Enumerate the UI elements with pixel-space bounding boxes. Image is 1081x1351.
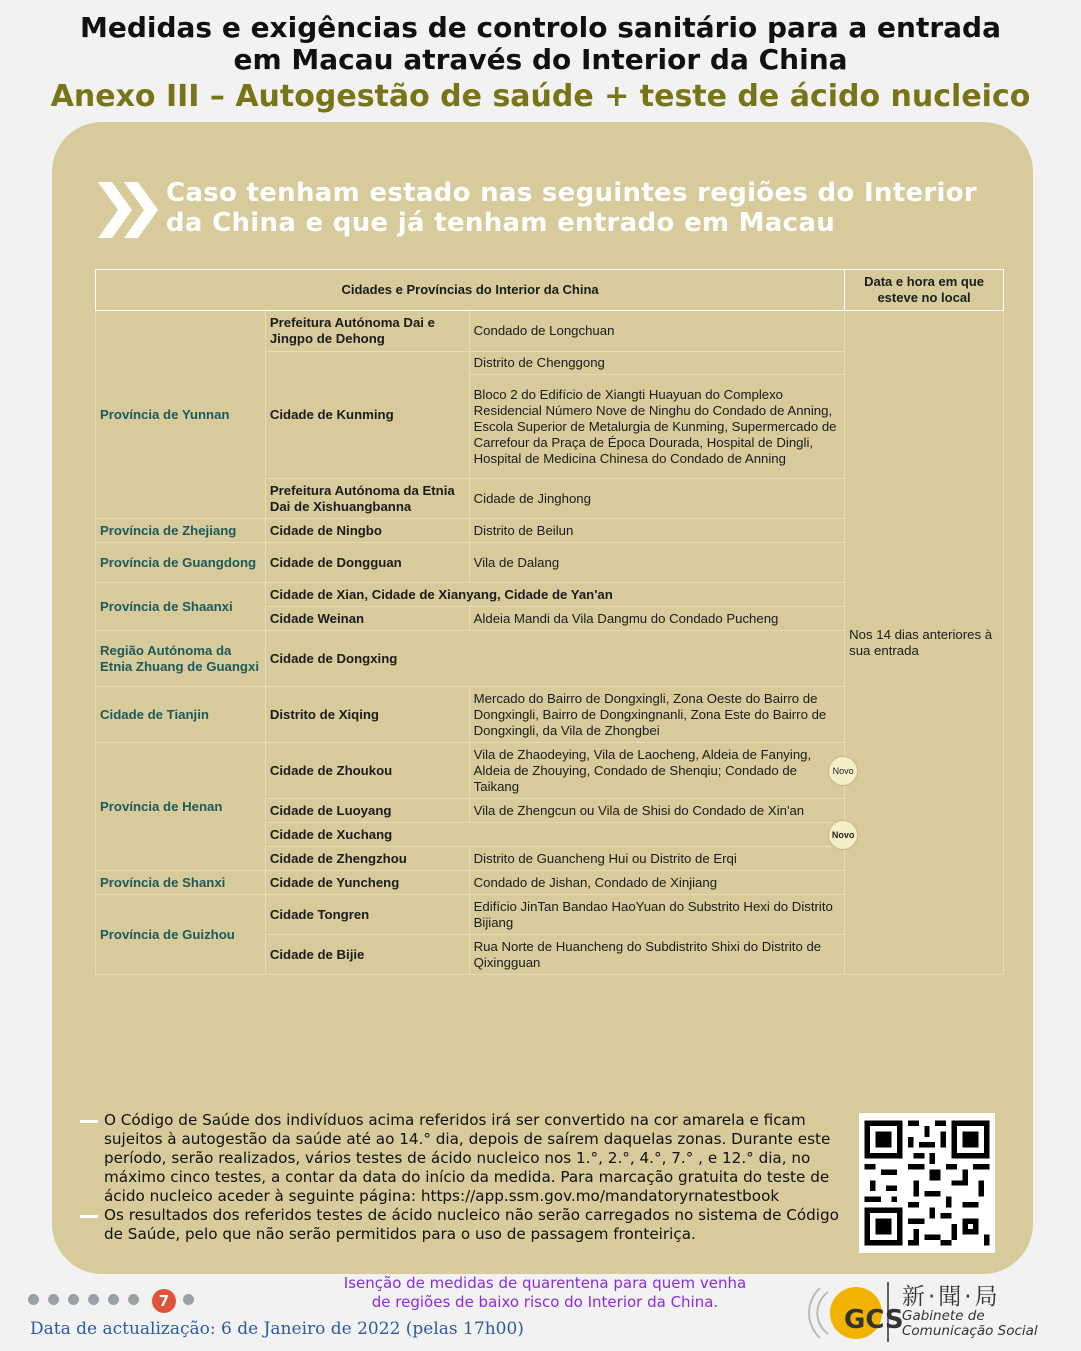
city-cell: Cidade de Xian, Cidade de Xianyang, Cidade de Yan'an bbox=[265, 583, 844, 607]
city-cell: Cidade de Bijie bbox=[265, 935, 469, 975]
city-cell: Distrito de Xiqing bbox=[265, 687, 469, 743]
update-date: Data de actualização: 6 de Janeiro de 2022 (pelas 17h00) bbox=[30, 1319, 524, 1339]
province-cell: Província de Yunnan bbox=[96, 311, 266, 519]
province-cell: Província de Zhejiang bbox=[96, 519, 266, 543]
exemption-link[interactable]: Isenção de medidas de quarentena para quem venha de regiões de baixo risco do Interior da China. bbox=[343, 1274, 747, 1311]
dash-bullet bbox=[80, 1215, 98, 1218]
place-cell: Edifício JinTan Bandao HaoYuan do Substrito Hexi do Distrito Bijiang bbox=[469, 895, 844, 935]
page-subtitle: Anexo III – Autogestão de saúde + teste de ácido nucleico bbox=[50, 79, 1031, 114]
place-cell: Vila de Zhengcun ou Vila de Shisi do Condado de Xin'an bbox=[469, 799, 844, 823]
page-dot[interactable] bbox=[128, 1294, 139, 1305]
note-item: Os resultados dos referidos testes de ácido nucleico não serão carregados no sistema de Código de Saúde, pelo que não serão permitidos para o uso de passagem fronteiriça. bbox=[80, 1206, 860, 1244]
place-cell: Distrito de Beilun bbox=[469, 519, 844, 543]
logo-mark-text: GCS bbox=[844, 1305, 904, 1335]
gcs-logo-icon bbox=[800, 1276, 904, 1346]
province-cell: Região Autónoma da Etnia Zhuang de Guangxi bbox=[96, 631, 266, 687]
page-dot[interactable] bbox=[88, 1294, 99, 1305]
place-cell: Distrito de Chenggong bbox=[469, 352, 844, 375]
place-cell: Aldeia Mandi da Vila Dangmu do Condado Pucheng bbox=[469, 607, 844, 631]
note-item: O Código de Saúde dos indivíduos acima referidos irá ser convertido na cor amarela e ficam sujeitos à autogestão da saúde até ao 14.° dia, depois de saírem daquelas zonas. Durante este período, serão realizados, vários testes de ácido nucleico nos 1.°, 2.°, 4.°, 7.° , e 12.° dia, no máximo cinco testes, a contar da data do início da medida. Para marcação gratuita do teste de ácido nucleico aceder à seguinte página: https://app.ssm.gov.mo/mandatoryrnatestbook bbox=[80, 1111, 860, 1206]
city-cell: Cidade de Yuncheng bbox=[265, 871, 469, 895]
page-dot[interactable] bbox=[68, 1294, 79, 1305]
place-cell: Bloco 2 do Edifício de Xiangti Huayuan do Complexo Residencial Número Nove de Ninghu do Condado de Anning, Escola Superior de Metalurgia de Kunming, Supermercado de Carrefour da Praça de Época Dourada, Hospital de Dingli, Hospital de Medicina Chinesa do Condado de Anning bbox=[469, 375, 844, 479]
city-cell: Cidade de Kunming bbox=[265, 352, 469, 479]
city-cell: Cidade de Zhoukou bbox=[265, 743, 469, 799]
place-cell: Condado de Jishan, Condado de Xinjiang bbox=[469, 871, 844, 895]
province-cell: Província de Henan bbox=[96, 743, 266, 871]
city-cell: Cidade de Dongxing bbox=[265, 631, 844, 687]
novo-badge: Novo bbox=[828, 820, 858, 850]
page-dot[interactable] bbox=[183, 1294, 194, 1305]
province-cell: Província de Shanxi bbox=[96, 871, 266, 895]
place-cell: Mercado do Bairro de Dongxingli, Zona Oeste do Bairro de Dongxingli, Bairro de Dongxingnanli, Zona Este do Bairro de Dongxingli, da Vila de Zhongbei bbox=[469, 687, 844, 743]
regions-table bbox=[95, 269, 1004, 975]
date-cell: Nos 14 dias anteriores à sua entrada bbox=[845, 311, 1004, 975]
place-cell: Rua Norte de Huancheng do Subdistrito Shixi do Distrito de Qixingguan bbox=[469, 935, 844, 975]
novo-badge: Novo bbox=[828, 756, 858, 786]
table-header-row bbox=[96, 270, 1004, 311]
province-cell: Cidade de Tianjin bbox=[96, 687, 266, 743]
city-cell: Cidade de Ningbo bbox=[265, 519, 469, 543]
city-cell: Cidade de Zhengzhou bbox=[265, 847, 469, 871]
city-cell: Cidade de Luoyang bbox=[265, 799, 469, 823]
header-regions: Cidades e Províncias do Interior da China bbox=[96, 270, 845, 311]
page-dot[interactable] bbox=[48, 1294, 59, 1305]
table-row bbox=[96, 311, 1004, 352]
city-cell: Cidade de Dongguan bbox=[265, 543, 469, 583]
province-cell: Província de Guangdong bbox=[96, 543, 266, 583]
double-chevron-icon bbox=[98, 182, 160, 238]
notes bbox=[80, 1111, 860, 1244]
province-cell: Província de Guizhou bbox=[96, 895, 266, 975]
city-cell: Cidade Tongren bbox=[265, 895, 469, 935]
header-date: Data e hora em que esteve no local bbox=[845, 270, 1004, 311]
current-page-badge: 7 bbox=[152, 1289, 176, 1313]
city-cell: Prefeitura Autónoma da Etnia Dai de Xishuangbanna bbox=[265, 479, 469, 519]
place-cell: Vila de Zhaodeying, Vila de Laocheng, Aldeia de Fanying, Aldeia de Zhouying, Condado de Shenqiu; Condado de Taikang Novo bbox=[469, 743, 844, 799]
place-cell: Vila de Dalang bbox=[469, 543, 844, 583]
dash-bullet bbox=[80, 1120, 98, 1123]
panel-heading: Caso tenham estado nas seguintes regiões do Interior da China e que já tenham entrado em Macau bbox=[166, 178, 978, 238]
page-title: Medidas e exigências de controlo sanitário para a entrada em Macau através do Interior da China bbox=[79, 11, 1001, 76]
page-dot[interactable] bbox=[28, 1294, 39, 1305]
place-cell: Cidade de Jinghong bbox=[469, 479, 844, 519]
province-cell: Província de Shaanxi bbox=[96, 583, 266, 631]
place-cell: Distrito de Guancheng Hui ou Distrito de Erqi bbox=[469, 847, 844, 871]
city-cell: Prefeitura Autónoma Dai e Jingpo de Dehong bbox=[265, 311, 469, 352]
page-dot[interactable] bbox=[108, 1294, 119, 1305]
qr-code[interactable] bbox=[859, 1113, 995, 1253]
city-cell: Cidade de Xuchang Novo bbox=[265, 823, 844, 847]
place-cell: Condado de Longchuan bbox=[469, 311, 844, 352]
city-cell: Cidade Weinan bbox=[265, 607, 469, 631]
gcs-logo: GCS 新·聞·局 Gabinete de Comunicação Social bbox=[800, 1276, 1075, 1346]
